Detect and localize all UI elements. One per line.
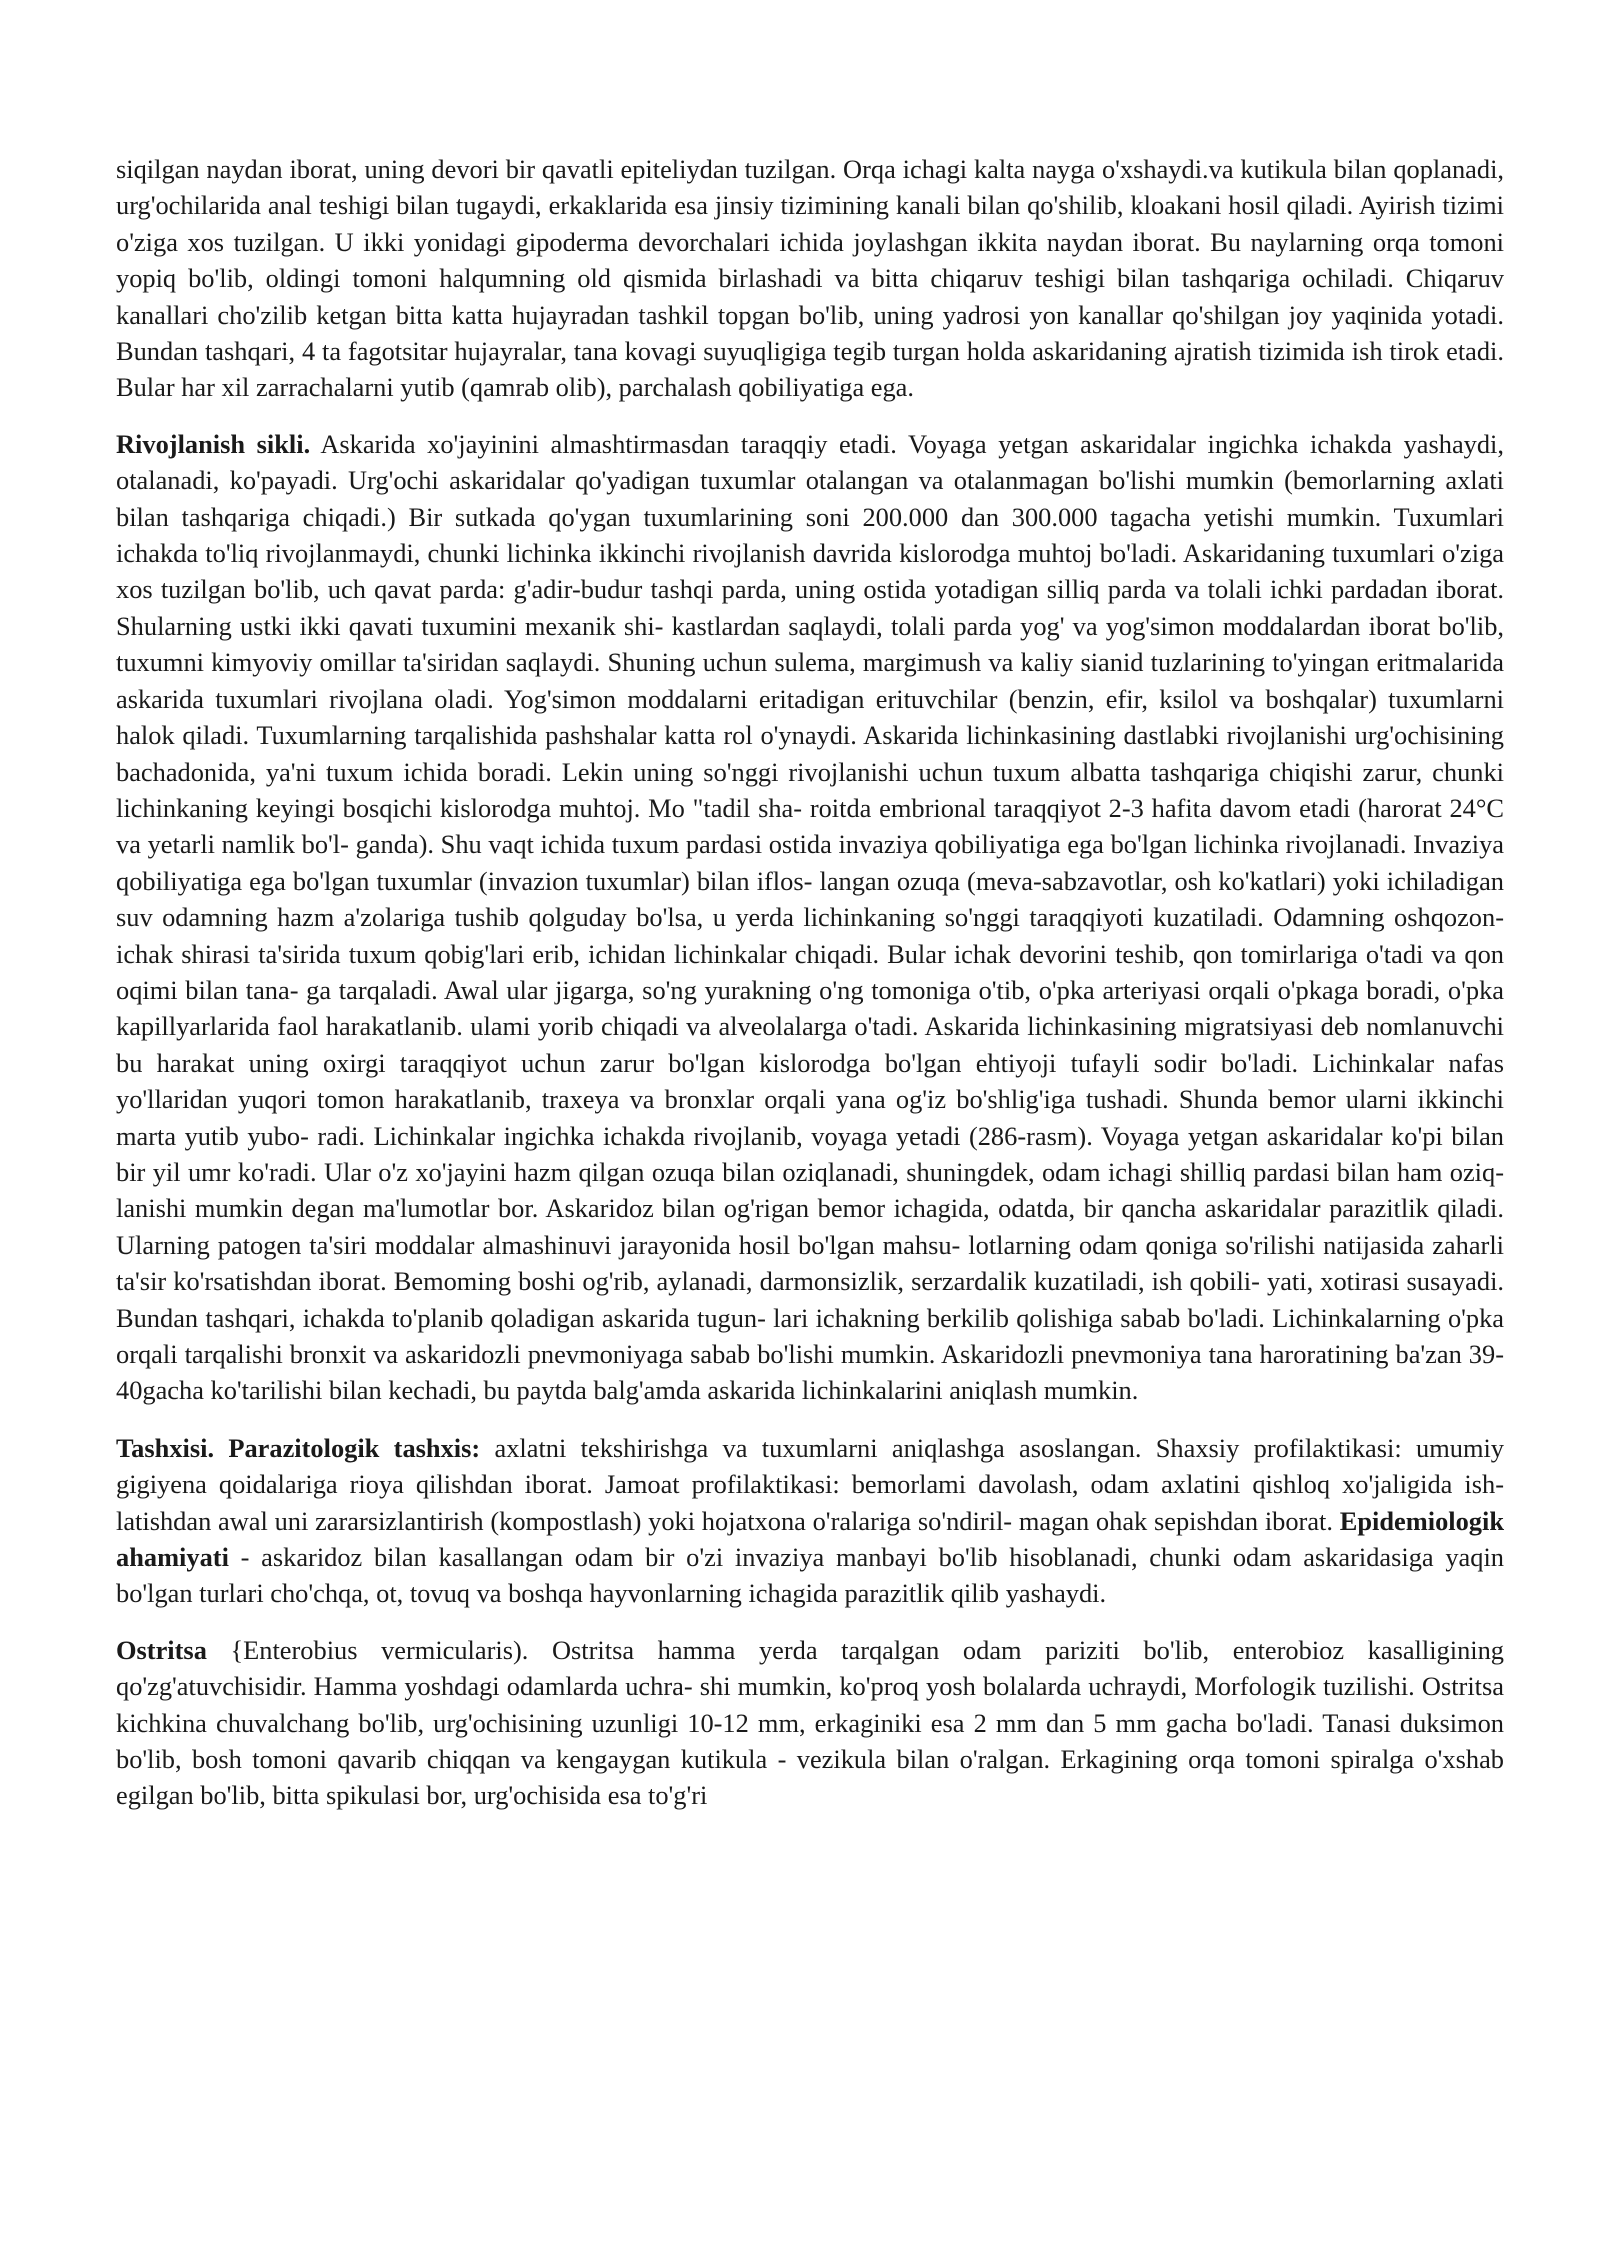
- section-heading-life-cycle: Rivojlanish sikli.: [116, 428, 311, 459]
- paragraph-excretory-system: [116, 151, 1504, 406]
- paragraph-text: siqilgan naydan iborat, uning devori bir qavatli epiteliydan tuzilgan. Orqa ichagi kalta nayga o'xshaydi.va kutikula bilan qoplanadi, urg'ochilarida anal teshigi bilan tugaydi, erkaklarida esa jinsiy tizimining kanali bilan qo'shilib, kloakani hosil qiladi. Ayirish tizimi o'ziga xos tuzilgan. U ikki yonidagi gipoderma devorchalari ichida joylashgan ikkita naydan iborat. Bu naylarning orqa tomoni yopiq bo'lib, oldingi tomoni halqumning old qismida birlashadi va bitta chiqaruv teshigi bilan tashqariga ochiladi. Chiqaruv kanallari cho'zilib ketgan bitta katta hujayradan tashkil topgan bo'lib, uning yadrosi yon kanallar qo'shilgan joy yaqinida yotadi. Bundan tashqari, 4 ta fagotsitar hujayralar, tana kovagi suyuqligiga tegib turgan holda askaridaning ajratish tizimida ish tirok etadi. Bular har xil zarrachalarni yutib (qamrab olib), parchalash qobiliyatiga ega.: [116, 154, 1504, 403]
- paragraph-text: - askaridoz bilan kasallangan odam bir o'zi invaziya manbayi bo'lib hisoblanadi, chunki odam askaridasiga yaqin bo'lgan turlari cho'chqa, ot, tovuq va boshqa hayvonlarning ichagida parazitlik qilib yashaydi.: [116, 1542, 1504, 1609]
- paragraph-text: Askarida xo'jayinini almashtirmasdan taraqqiy etadi. Voyaga yetgan askaridalar ingichka ichakda yashaydi, otalanadi, ko'payadi. Urg'ochi askaridalar qo'yadigan tuxumlar otalangan va otalanmagan bo'lishi mumkin (bemorlarning axlati bilan tashqariga chiqadi.) Bir sutkada qo'ygan tuxumlarining soni 200.000 dan 300.000 tagacha yetishi mumkin. Tuxumlari ichakda to'liq rivojlanmaydi, chunki lichinka ikkinchi rivojlanish davrida kislorodga muhtoj bo'ladi. Askaridaning tuxumlari o'ziga xos tuzilgan bo'lib, uch qavat parda: g'adir-budur tashqi parda, uning ostida yotadigan silliq parda va tolali ichki pardadan iborat. Shularning ustki ikki qavati tuxumini mexanik shi- kastlardan saqlaydi, tolali parda yog' va yog'simon moddalardan iborat bo'lib, tuxumni kimyoviy omillar ta'siridan saqlaydi. Shuning uchun sulema, margimush va kaliy sianid tuzlarining to'yingan eritmalarida askarida tuxumlari rivojlana oladi. Yog'simon moddalarni eritadigan erituvchilar (benzin, efir, ksilol va boshqalar) tuxumlarni halok qiladi. Tuxumlarning tarqalishida pashshalar katta rol o'ynaydi. Askarida lichinkasining dastlabki rivojlanishi urg'ochisining bachadonida, ya'ni tuxum ichida boradi. Lekin uning so'nggi rivojlanishi uchun tuxum albatta tashqariga chiqishi zarur, chunki lichinkaning keyingi bosqichi kislorodga muhtoj. Mo "tadil sha- roitda embrional taraqqiyot 2-3 hafita davom etadi (harorat 24°C va yetarli namlik bo'l- ganda). Shu vaqt ichida tuxum pardasi ostida invaziya qobiliyatiga ega bo'lgan lichinka rivojlanadi. Invaziya qobiliyatiga ega bo'lgan tuxumlar (invazion tuxumlar) bilan iflos- langan ozuqa (meva-sabzavotlar, osh ko'katlari) yoki ichiladigan suv odamning hazm a'zolariga tushib qolguday bo'lsa, u yerda lichinkaning so'nggi taraqqiyoti kuzatiladi. Odamning oshqozon-ichak shirasi ta'sirida tuxum qobig'lari erib, ichidan lichinkalar chiqadi. Bular ichak devorini teshib, qon tomirlariga o'tadi va qon oqimi bilan tana- ga tarqaladi. Awal ular jigarga, so'ng yurakning o'ng tomoniga o'tib, o'pka arteriyasi orqali o'pkaga boradi, o'pka kapillyarlarida faol harakatlanib. ulami yorib chiqadi va alveolalarga o'tadi. Askarida lichinkasining migratsiyasi deb nomlanuvchi bu harakat uning oxirgi taraqqiyot uchun zarur bo'lgan kislorodga bo'lgan ehtiyoji tufayli sodir bo'ladi. Lichinkalar nafas yo'llaridan yuqori tomon harakatlanib, traxeya va bronxlar orqali yana og'iz bo'shlig'iga tushadi. Shunda bemor ularni ikkinchi marta yutib yubo- radi. Lichinkalar ingichka ichakda rivojlanib, voyaga yetadi (286-rasm). Voyaga yetgan askaridalar ko'pi bilan bir yil umr ko'radi. Ular o'z xo'jayini hazm qilgan ozuqa bilan oziqlanadi, shuningdek, odam ichagi shilliq pardasi bilan ham oziq- lanishi mumkin degan ma'lumotlar bor. Askaridoz bilan og'rigan bemor ichagida, odatda, bir qancha askaridalar parazitlik qiladi. Ularning patogen ta'siri moddalar almashinuvi jarayonida hosil bo'lgan mahsu- lotlarning odam qoniga so'rilishi natijasida zaharli ta'sir ko'rsatishdan iborat. Bemoming boshi og'rib, aylanadi, darmonsizlik, serzardalik kuzatiladi, ish qobili- yati, xotirasi susayadi. Bundan tashqari, ichakda to'planib qoladigan askarida tugun- lari ichakning berkilib qolishiga sabab bo'ladi. Lichinkalarning o'pka orqali tarqalishi bronxit va askaridozli pnevmoniyaga sabab bo'lishi mumkin. Askaridozli pnevmoniya tana haroratining ba'zan 39-40gacha ko'tarilishi bilan kechadi, bu paytda balg'amda askarida lichinkalarini aniqlash mumkin.: [116, 428, 1504, 1406]
- paragraph-pinworm: [116, 1632, 1504, 1814]
- paragraph-diagnosis: [116, 1430, 1504, 1612]
- paragraph-text: {Enterobius vermicularis). Ostritsa hamma yerda tarqalgan odam pariziti bo'lib, enterobioz kasalligining qo'zg'atuvchisidir. Hamma yoshdagi odamlarda uchra- shi mumkin, ko'proq yosh bolalarda uchraydi, Morfologik tuzilishi. Ostritsa kichkina chuvalchang bo'lib, urg'ochisining uzunligi 10-12 mm, erkaginiki esa 2 mm dan 5 mm gacha bo'ladi. Tanasi duksimon bo'lib, bosh tomoni qavarib chiqqan va kengaygan kutikula - vezikula bilan o'ralgan. Erkagining orqa tomoni spiralga o'xshab egilgan bo'lib, bitta spikulasi bor, urg'ochisida esa to'g'ri: [116, 1634, 1504, 1811]
- paragraph-life-cycle: [116, 426, 1504, 1409]
- paragraph-text: axlatni tekshirishga va tuxumlarni aniqlashga asoslangan. Shaxsiy profilaktikasi: umumiy gigiyena qoidalariga rioya qilishdan iborat. Jamoat profilaktikasi: bemorlami davolash, odam axlatini qishloq xo'jaligida ish- latishdan awal uni zararsizlantirish (kompostlash) yoki hojatxona o'ralariga so'ndiril- magan ohak sepishdan iborat.: [116, 1432, 1504, 1536]
- inline-heading-epidemiology: Epidemiologik ahamiyati: [116, 1505, 1504, 1573]
- section-heading-pinworm: Ostritsa: [116, 1634, 207, 1665]
- section-heading-diagnosis: Tashxisi. Parazitologik tashxis:: [116, 1432, 481, 1463]
